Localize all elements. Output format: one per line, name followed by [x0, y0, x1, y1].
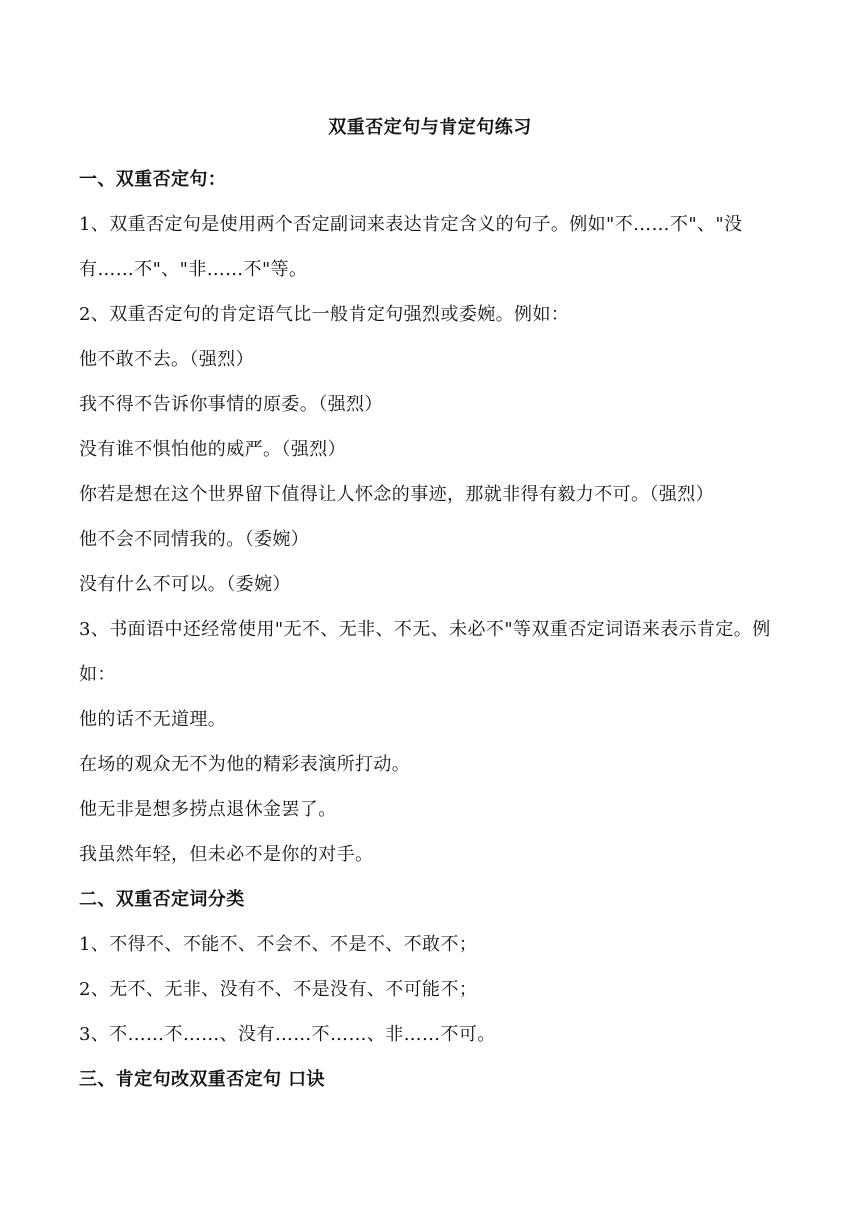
paragraph-point-3: 3、书面语中还经常使用"无不、无非、不无、未必不"等双重否定词语来表示肯定。例如：: [79, 619, 771, 685]
section-heading-3: 三、肯定句改双重否定句 口诀: [79, 1069, 325, 1090]
example-line: 我虽然年轻，但未必不是你的对手。: [79, 844, 374, 865]
section-heading-1: 一、双重否定句：: [79, 169, 227, 190]
example-line: 你若是想在这个世界留下值得让人怀念的事迹，那就非得有毅力不可。（强烈）: [79, 484, 714, 505]
document-body: [79, 157, 791, 1102]
example-line: 我不得不告诉你事情的原委。（强烈）: [79, 394, 383, 415]
example-line: 他无非是想多捞点退休金罢了。: [79, 799, 337, 820]
category-item: 3、不……不……、没有……不……、非……不可。: [79, 1024, 496, 1045]
example-line: 他的话不无道理。: [79, 709, 227, 730]
section-heading-2: 二、双重否定词分类: [79, 889, 245, 910]
category-item: 2、无不、无非、没有不、不是没有、不可能不；: [79, 979, 478, 1000]
example-line: 没有谁不惧怕他的威严。（强烈）: [79, 439, 346, 460]
example-line: 他不会不同情我的。（委婉）: [79, 529, 310, 550]
paragraph-point-1: 1、双重否定句是使用两个否定副词来表达肯定含义的句子。例如"不……不"、"没有……不"、"非……不"等。: [79, 214, 743, 280]
example-line: 在场的观众无不为他的精彩表演所打动。: [79, 754, 411, 775]
category-item: 1、不得不、不能不、不会不、不是不、不敢不；: [79, 934, 478, 955]
example-line: 他不敢不去。（强烈）: [79, 349, 254, 370]
example-line: 没有什么不可以。（委婉）: [79, 574, 291, 595]
paragraph-point-2: 2、双重否定句的肯定语气比一般肯定句强烈或委婉。例如：: [79, 304, 570, 325]
document-title: 双重否定句与肯定句练习: [328, 117, 532, 138]
